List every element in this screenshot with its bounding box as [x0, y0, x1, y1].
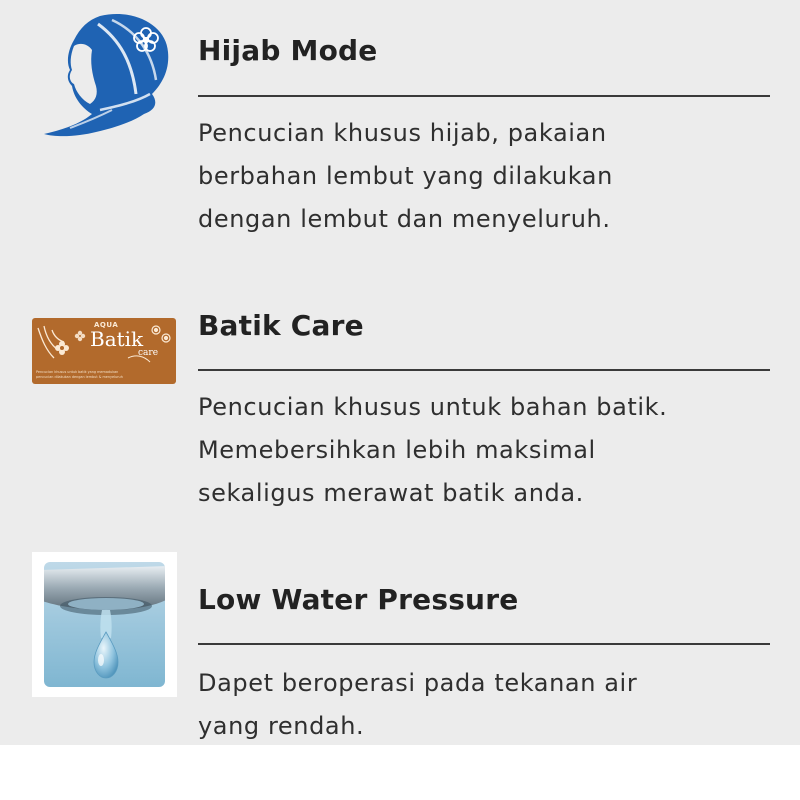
feature-title: Low Water Pressure — [198, 583, 519, 616]
badge-fine-print — [36, 370, 172, 380]
faucet-drop-icon — [44, 562, 165, 687]
badge-sub: care — [138, 348, 159, 358]
description-line: Pencucian khusus hijab, pakaian — [198, 119, 607, 147]
feature-title: Batik Care — [198, 309, 364, 342]
badge-brand: AQUA — [94, 321, 119, 329]
description-line: Memebersihkan lebih maksimal — [198, 436, 596, 464]
feature-description — [198, 386, 778, 515]
description-line: Dapet beroperasi pada tekanan air — [198, 669, 638, 697]
badge-fine-line: pencucian dilakukan dengan lembut & menyeluruh — [36, 375, 123, 379]
badge-word: Batik — [90, 327, 144, 351]
feature-description — [198, 662, 778, 748]
divider — [198, 95, 770, 97]
divider — [198, 369, 770, 371]
description-line: Pencucian khusus untuk bahan batik. — [198, 393, 668, 421]
divider — [198, 643, 770, 645]
hijab-woman-icon — [40, 10, 175, 140]
description-line: yang rendah. — [198, 712, 365, 740]
description-line: berbahan lembut yang dilakukan — [198, 162, 613, 190]
feature-description — [198, 112, 778, 241]
water-drop-faucet-icon — [32, 552, 177, 697]
badge-fine-line: Pencucian khusus untuk batik yang memadukan — [36, 370, 119, 374]
water-icon-background — [44, 562, 165, 687]
batik-care-badge-icon — [32, 318, 176, 384]
description-line: sekaligus merawat batik anda. — [198, 479, 584, 507]
description-line: dengan lembut dan menyeluruh. — [198, 205, 611, 233]
feature-title: Hijab Mode — [198, 34, 378, 67]
